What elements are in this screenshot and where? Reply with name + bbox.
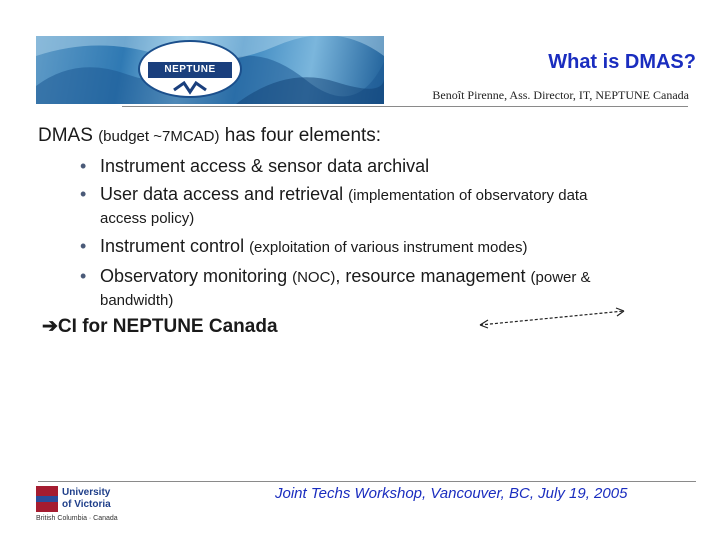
header-banner — [36, 36, 384, 104]
uvic-name-line2: of Victoria — [62, 499, 111, 510]
list-item — [38, 235, 698, 259]
bullet-text: Instrument access & sensor data archival — [100, 156, 430, 176]
right-arrow-icon: ➔ — [42, 316, 58, 337]
bullet-text-2: , resource management — [335, 266, 531, 286]
list-item — [38, 183, 698, 229]
bullet-icon: • — [80, 266, 87, 286]
footer-divider — [38, 481, 696, 482]
bullet-continuation: bandwidth) — [100, 292, 174, 309]
footer-event: Joint Techs Workshop, Vancouver, BC, July 19, 2005 — [275, 485, 628, 502]
bullet-detail: (exploitation of various instrument modes) — [249, 239, 528, 256]
ci-conclusion — [42, 315, 278, 338]
bullet-icon: • — [80, 236, 87, 256]
presenter-credit: Benoît Pirenne, Ass. Director, IT, NEPTUNE Canada — [432, 88, 689, 102]
bullet-continuation: access policy) — [100, 210, 195, 227]
neptune-wave-icon — [172, 80, 208, 96]
uvic-name-line1: University — [62, 487, 111, 498]
bullet-text: User data access and retrieval — [100, 184, 349, 204]
header-divider — [122, 106, 688, 107]
ci-text: CI for NEPTUNE Canada — [57, 316, 278, 337]
heading-budget: (budget ~7MCAD) — [98, 128, 220, 145]
bullet-detail: (NOC) — [292, 269, 336, 286]
uvic-crest-icon — [36, 486, 58, 512]
heading-main: DMAS — [38, 125, 99, 146]
list-item — [38, 155, 698, 177]
intro-heading — [38, 124, 698, 149]
slide-body — [38, 124, 698, 311]
bullet-icon: • — [80, 184, 87, 204]
list-item — [38, 265, 698, 311]
bullet-text: Observatory monitoring — [100, 266, 293, 286]
bullet-detail-2: (power & — [530, 269, 591, 286]
heading-rest: has four elements: — [219, 125, 382, 146]
bullet-icon: • — [80, 156, 87, 176]
double-arrow-icon — [474, 306, 630, 330]
neptune-logo-text: NEPTUNE — [148, 62, 232, 78]
uvic-tagline: British Columbia · Canada — [36, 515, 118, 522]
bullet-text: Instrument control — [100, 236, 250, 256]
bullet-detail: (implementation of observatory data — [348, 187, 588, 204]
element-list — [38, 155, 698, 311]
slide-title: What is DMAS? — [548, 51, 696, 73]
uvic-logo — [36, 486, 116, 526]
